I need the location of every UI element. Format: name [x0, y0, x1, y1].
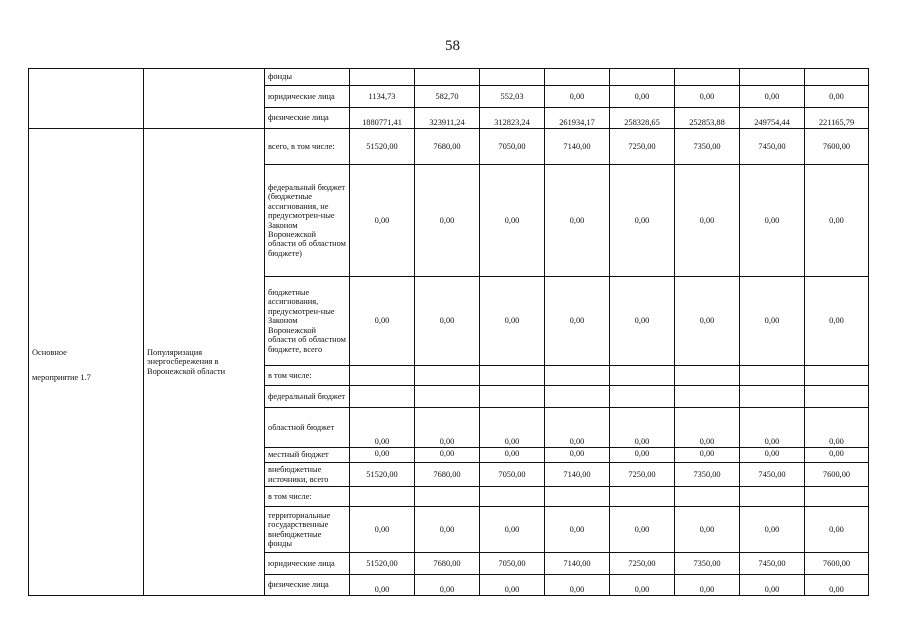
- amount-cell: [740, 366, 805, 386]
- amount-cell: 7250,00: [610, 129, 675, 165]
- amount-cell: 258328,65: [610, 108, 675, 129]
- amount-cell: 0,00: [350, 575, 415, 596]
- amount-cell: 7600,00: [805, 553, 869, 575]
- funding-source-cell: внебюджетные источники, всего: [265, 463, 350, 487]
- amount-cell: 0,00: [740, 575, 805, 596]
- amount-cell: 0,00: [350, 507, 415, 553]
- amount-cell: 0,00: [610, 575, 675, 596]
- amount-cell: [480, 487, 545, 507]
- funding-source-cell: всего, в том числе:: [265, 129, 350, 165]
- amount-cell: 323911,24: [415, 108, 480, 129]
- amount-cell: 0,00: [675, 277, 740, 366]
- amount-cell: 0,00: [740, 408, 805, 448]
- amount-cell: 0,00: [350, 408, 415, 448]
- amount-cell: 0,00: [480, 277, 545, 366]
- amount-cell: 249754,44: [740, 108, 805, 129]
- funding-source-cell: областной бюджет: [265, 408, 350, 448]
- amount-cell: 1880771,41: [350, 108, 415, 129]
- funding-source-cell: федеральный бюджет: [265, 386, 350, 408]
- amount-cell: 261934,17: [545, 108, 610, 129]
- amount-cell: 0,00: [805, 277, 869, 366]
- amount-cell: [415, 366, 480, 386]
- amount-cell: 51520,00: [350, 129, 415, 165]
- amount-cell: 0,00: [675, 86, 740, 108]
- amount-cell: [610, 487, 675, 507]
- amount-cell: [480, 366, 545, 386]
- amount-cell: 0,00: [415, 408, 480, 448]
- amount-cell: 0,00: [350, 277, 415, 366]
- amount-cell: 0,00: [805, 165, 869, 277]
- funding-source-cell: физические лица: [265, 575, 350, 596]
- amount-cell: [610, 69, 675, 86]
- amount-cell: [610, 386, 675, 408]
- amount-cell: 0,00: [610, 408, 675, 448]
- amount-cell: 0,00: [740, 165, 805, 277]
- amount-cell: 0,00: [545, 448, 610, 463]
- amount-cell: 0,00: [675, 448, 740, 463]
- amount-cell: 0,00: [805, 575, 869, 596]
- amount-cell: [740, 69, 805, 86]
- amount-cell: [675, 69, 740, 86]
- amount-cell: 7350,00: [675, 129, 740, 165]
- amount-cell: 0,00: [675, 575, 740, 596]
- amount-cell: 0,00: [480, 408, 545, 448]
- amount-cell: 0,00: [350, 448, 415, 463]
- amount-cell: 0,00: [740, 86, 805, 108]
- activity-status-line2: мероприятие 1.7: [32, 372, 91, 382]
- amount-cell: 7450,00: [740, 463, 805, 487]
- amount-cell: [415, 386, 480, 408]
- amount-cell: [350, 69, 415, 86]
- amount-cell: 0,00: [610, 86, 675, 108]
- amount-cell: 0,00: [415, 575, 480, 596]
- amount-cell: 7450,00: [740, 129, 805, 165]
- amount-cell: [805, 487, 869, 507]
- table-row: [29, 129, 869, 165]
- funding-source-cell: юридические лица: [265, 553, 350, 575]
- amount-cell: 0,00: [740, 507, 805, 553]
- amount-cell: [805, 366, 869, 386]
- activity-name-cell-continued: [144, 69, 265, 129]
- activity-name-cell: Популяризация энергосбережения в Воронежской области: [144, 129, 265, 596]
- amount-cell: 582,70: [415, 86, 480, 108]
- funding-source-cell: фонды: [265, 69, 350, 86]
- amount-cell: 51520,00: [350, 553, 415, 575]
- amount-cell: 7050,00: [480, 553, 545, 575]
- amount-cell: 0,00: [805, 86, 869, 108]
- funding-table: [28, 68, 869, 596]
- amount-cell: 7250,00: [610, 553, 675, 575]
- amount-cell: [675, 366, 740, 386]
- amount-cell: 0,00: [480, 507, 545, 553]
- amount-cell: 7250,00: [610, 463, 675, 487]
- amount-cell: 0,00: [480, 165, 545, 277]
- funding-source-cell: федеральный бюджет (бюджетные ассигнования, не предусмотрен-ные Законом Воронежской области об областном бюджете): [265, 165, 350, 277]
- amount-cell: 0,00: [610, 507, 675, 553]
- funding-table-body: [29, 69, 869, 596]
- funding-source-cell: физические лица: [265, 108, 350, 129]
- amount-cell: 7680,00: [415, 129, 480, 165]
- amount-cell: [415, 69, 480, 86]
- amount-cell: [805, 386, 869, 408]
- amount-cell: 1134,73: [350, 86, 415, 108]
- amount-cell: 0,00: [350, 165, 415, 277]
- funding-source-cell: территориальные государственные внебюджетные фонды: [265, 507, 350, 553]
- amount-cell: 7600,00: [805, 129, 869, 165]
- funding-source-cell: юридические лица: [265, 86, 350, 108]
- amount-cell: 0,00: [675, 165, 740, 277]
- amount-cell: [675, 487, 740, 507]
- amount-cell: 0,00: [545, 277, 610, 366]
- amount-cell: 51520,00: [350, 463, 415, 487]
- amount-cell: 0,00: [740, 277, 805, 366]
- funding-source-cell: в том числе:: [265, 487, 350, 507]
- amount-cell: 7140,00: [545, 129, 610, 165]
- amount-cell: [740, 386, 805, 408]
- amount-cell: 7140,00: [545, 553, 610, 575]
- amount-cell: 7050,00: [480, 129, 545, 165]
- amount-cell: 7600,00: [805, 463, 869, 487]
- amount-cell: 552,03: [480, 86, 545, 108]
- amount-cell: 0,00: [415, 448, 480, 463]
- amount-cell: 7350,00: [675, 553, 740, 575]
- amount-cell: 7140,00: [545, 463, 610, 487]
- amount-cell: 312823,24: [480, 108, 545, 129]
- amount-cell: 7680,00: [415, 463, 480, 487]
- amount-cell: 0,00: [545, 575, 610, 596]
- amount-cell: [545, 69, 610, 86]
- page-number: 58: [445, 38, 460, 54]
- amount-cell: 0,00: [415, 277, 480, 366]
- funding-source-cell: бюджетные ассигнования, предусмотрен-ные Законом Воронежской области об областном бюджете, всего: [265, 277, 350, 366]
- table-row: [29, 69, 869, 86]
- amount-cell: [545, 386, 610, 408]
- amount-cell: 0,00: [480, 575, 545, 596]
- activity-status-cell: [29, 129, 144, 596]
- amount-cell: 0,00: [675, 408, 740, 448]
- amount-cell: [610, 366, 675, 386]
- amount-cell: [350, 366, 415, 386]
- amount-cell: 0,00: [610, 448, 675, 463]
- amount-cell: [675, 386, 740, 408]
- amount-cell: [480, 69, 545, 86]
- amount-cell: 0,00: [805, 507, 869, 553]
- amount-cell: 252853,88: [675, 108, 740, 129]
- amount-cell: [805, 69, 869, 86]
- amount-cell: 0,00: [675, 507, 740, 553]
- amount-cell: 7350,00: [675, 463, 740, 487]
- amount-cell: 0,00: [805, 448, 869, 463]
- status-cell-continued: [29, 69, 144, 129]
- amount-cell: 0,00: [545, 408, 610, 448]
- funding-source-cell: в том числе:: [265, 366, 350, 386]
- amount-cell: 7680,00: [415, 553, 480, 575]
- amount-cell: 221165,79: [805, 108, 869, 129]
- activity-status-line1: Основное: [32, 348, 67, 358]
- amount-cell: [480, 386, 545, 408]
- amount-cell: 0,00: [610, 165, 675, 277]
- amount-cell: 0,00: [480, 448, 545, 463]
- funding-source-cell: местный бюджет: [265, 448, 350, 463]
- amount-cell: [350, 386, 415, 408]
- amount-cell: 0,00: [415, 507, 480, 553]
- amount-cell: [415, 487, 480, 507]
- amount-cell: [740, 487, 805, 507]
- amount-cell: 0,00: [610, 277, 675, 366]
- amount-cell: 0,00: [415, 165, 480, 277]
- amount-cell: 0,00: [545, 165, 610, 277]
- amount-cell: [350, 487, 415, 507]
- amount-cell: 0,00: [545, 86, 610, 108]
- amount-cell: 7050,00: [480, 463, 545, 487]
- amount-cell: [545, 366, 610, 386]
- amount-cell: 0,00: [805, 408, 869, 448]
- amount-cell: 0,00: [740, 448, 805, 463]
- amount-cell: 7450,00: [740, 553, 805, 575]
- amount-cell: 0,00: [545, 507, 610, 553]
- amount-cell: [545, 487, 610, 507]
